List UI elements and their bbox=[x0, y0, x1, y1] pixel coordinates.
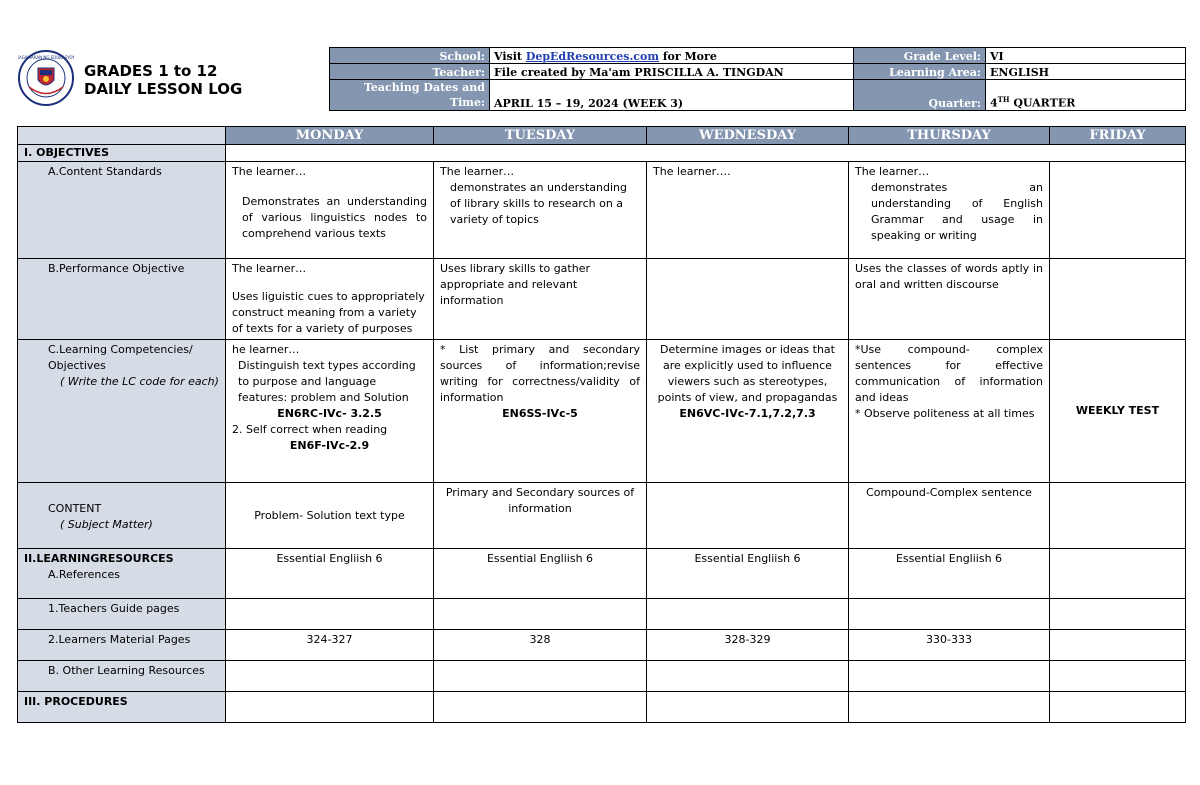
competencies-thursday[interactable]: *Use compound- complex sentences for effective communication of information and ideas * Observe politeness at all times bbox=[849, 340, 1050, 483]
resources-friday[interactable] bbox=[1050, 549, 1186, 599]
content-thursday[interactable]: Compound-Complex sentence bbox=[849, 483, 1050, 549]
competencies-label: C.Learning Competencies/ Objectives ( Write the LC code for each) bbox=[18, 340, 226, 483]
title-line-1: GRADES 1 to 12 bbox=[84, 62, 218, 80]
objectives-label: I. OBJECTIVES bbox=[18, 145, 226, 162]
other-resources-thursday[interactable] bbox=[849, 661, 1050, 692]
learners-material-row bbox=[18, 630, 1186, 661]
resources-wednesday[interactable]: Essential Engliish 6 bbox=[647, 549, 849, 599]
procedures-monday[interactable] bbox=[226, 692, 434, 723]
performance-wednesday[interactable] bbox=[647, 259, 849, 340]
title-line-2: DAILY LESSON LOG bbox=[84, 80, 243, 98]
content-tuesday[interactable]: Primary and Secondary sources of information bbox=[434, 483, 647, 549]
content-standards-monday[interactable]: The learner… Demonstrates an understanding of various linguistics nodes to comprehend various texts bbox=[226, 162, 434, 259]
content-monday[interactable]: Problem- Solution text type bbox=[226, 483, 434, 549]
competencies-monday[interactable]: he learner… Distinguish text types according to purpose and language features: problem and Solution EN6RC-IVc- 3.2.5 2. Self correct when reading EN6F-IVc-2.9 bbox=[226, 340, 434, 483]
content-standards-wednesday[interactable]: The learner…. bbox=[647, 162, 849, 259]
quarter-ordinal: TH bbox=[997, 95, 1010, 105]
day-header-thursday: THURSDAY bbox=[849, 127, 1050, 145]
performance-row bbox=[18, 259, 1186, 340]
procedures-friday[interactable] bbox=[1050, 692, 1186, 723]
other-resources-tuesday[interactable] bbox=[434, 661, 647, 692]
performance-tuesday[interactable]: Uses library skills to gather appropriate and relevant information bbox=[434, 259, 647, 340]
performance-label: B.Performance Objective bbox=[18, 259, 226, 340]
seal-text: KAGAWARAN NG EDUKASYON bbox=[18, 55, 74, 60]
quarter-label: Quarter: bbox=[854, 80, 986, 111]
school-suffix: for More bbox=[658, 50, 717, 63]
procedures-row bbox=[18, 692, 1186, 723]
competencies-wednesday[interactable]: Determine images or ideas that are explicitly used to influence viewers such as stereotypes, points of view, and propagandas EN6VC-IVc-7.1,7.2,7.3 bbox=[647, 340, 849, 483]
learners-material-label: 2.Learners Material Pages bbox=[18, 630, 226, 661]
content-standards-thursday[interactable]: The learner… demonstrates an understanding of English Grammar and usage in speaking or writing bbox=[849, 162, 1050, 259]
learning-area-value: ENGLISH bbox=[986, 64, 1186, 80]
content-standards-tuesday[interactable]: The learner… demonstrates an understanding of library skills to research on a variety of topics bbox=[434, 162, 647, 259]
teachers-guide-row bbox=[18, 599, 1186, 630]
teachers-guide-tuesday[interactable] bbox=[434, 599, 647, 630]
teachers-guide-friday[interactable] bbox=[1050, 599, 1186, 630]
teachers-guide-label: 1.Teachers Guide pages bbox=[18, 599, 226, 630]
document-title bbox=[84, 62, 242, 98]
content-standards-friday[interactable] bbox=[1050, 162, 1186, 259]
performance-thursday[interactable]: Uses the classes of words aptly in oral and written discourse bbox=[849, 259, 1050, 340]
resources-row bbox=[18, 549, 1186, 599]
teachers-guide-monday[interactable] bbox=[226, 599, 434, 630]
header-info-table bbox=[329, 47, 1186, 111]
other-resources-wednesday[interactable] bbox=[647, 661, 849, 692]
performance-friday[interactable] bbox=[1050, 259, 1186, 340]
day-header-row bbox=[18, 127, 1186, 145]
day-header-tuesday: TUESDAY bbox=[434, 127, 647, 145]
objectives-cell bbox=[226, 145, 1186, 162]
competencies-tuesday[interactable]: * List primary and secondary sources of information;revise writing for correctness/validity of information EN6SS-IVc-5 bbox=[434, 340, 647, 483]
teachers-guide-wednesday[interactable] bbox=[647, 599, 849, 630]
other-resources-monday[interactable] bbox=[226, 661, 434, 692]
teaching-dates-label: Teaching Dates and Time: bbox=[330, 80, 490, 111]
other-resources-label: B. Other Learning Resources bbox=[18, 661, 226, 692]
content-wednesday[interactable] bbox=[647, 483, 849, 549]
day-header-friday: FRIDAY bbox=[1050, 127, 1186, 145]
learners-material-thursday[interactable]: 330-333 bbox=[849, 630, 1050, 661]
content-label: CONTENT ( Subject Matter) bbox=[18, 483, 226, 549]
teachers-guide-thursday[interactable] bbox=[849, 599, 1050, 630]
content-row bbox=[18, 483, 1186, 549]
resources-monday[interactable]: Essential Engliish 6 bbox=[226, 549, 434, 599]
competencies-friday[interactable]: WEEKLY TEST bbox=[1050, 340, 1186, 483]
resources-tuesday[interactable]: Essential Engliish 6 bbox=[434, 549, 647, 599]
teacher-label: Teacher: bbox=[330, 64, 490, 80]
content-standards-row bbox=[18, 162, 1186, 259]
competencies-row bbox=[18, 340, 1186, 483]
procedures-tuesday[interactable] bbox=[434, 692, 647, 723]
other-resources-row bbox=[18, 661, 1186, 692]
teacher-value: File created by Ma'am PRISCILLA A. TINGDAN bbox=[490, 64, 854, 80]
teaching-dates-value: APRIL 15 – 19, 2024 (WEEK 3) bbox=[490, 80, 854, 111]
learners-material-wednesday[interactable]: 328-329 bbox=[647, 630, 849, 661]
other-resources-friday[interactable] bbox=[1050, 661, 1186, 692]
resources-label: II.LEARNINGRESOURCES A.References bbox=[18, 549, 226, 599]
content-standards-label: A.Content Standards bbox=[18, 162, 226, 259]
resources-thursday[interactable]: Essential Engliish 6 bbox=[849, 549, 1050, 599]
learners-material-monday[interactable]: 324-327 bbox=[226, 630, 434, 661]
grade-level-value: VI bbox=[986, 48, 1186, 64]
corner-cell bbox=[18, 127, 226, 145]
school-value bbox=[490, 48, 854, 64]
content-friday[interactable] bbox=[1050, 483, 1186, 549]
school-label: School: bbox=[330, 48, 490, 64]
school-prefix: Visit bbox=[494, 50, 526, 63]
procedures-wednesday[interactable] bbox=[647, 692, 849, 723]
procedures-label: III. PROCEDURES bbox=[18, 692, 226, 723]
objectives-row bbox=[18, 145, 1186, 162]
day-header-monday: MONDAY bbox=[226, 127, 434, 145]
deped-seal-icon bbox=[18, 50, 74, 106]
learners-material-tuesday[interactable]: 328 bbox=[434, 630, 647, 661]
learners-material-friday[interactable] bbox=[1050, 630, 1186, 661]
quarter-suffix: QUARTER bbox=[1009, 97, 1076, 110]
lesson-log-table bbox=[17, 126, 1186, 723]
quarter-number: 4 bbox=[990, 97, 998, 110]
quarter-value bbox=[986, 80, 1186, 111]
performance-monday[interactable]: The learner… Uses liguistic cues to appropriately construct meaning from a variety of texts for a variety of purposes bbox=[226, 259, 434, 340]
grade-level-label: Grade Level: bbox=[854, 48, 986, 64]
learning-area-label: Learning Area: bbox=[854, 64, 986, 80]
day-header-wednesday: WEDNESDAY bbox=[647, 127, 849, 145]
deped-resources-link[interactable]: DepEdResources.com bbox=[525, 50, 659, 63]
procedures-thursday[interactable] bbox=[849, 692, 1050, 723]
